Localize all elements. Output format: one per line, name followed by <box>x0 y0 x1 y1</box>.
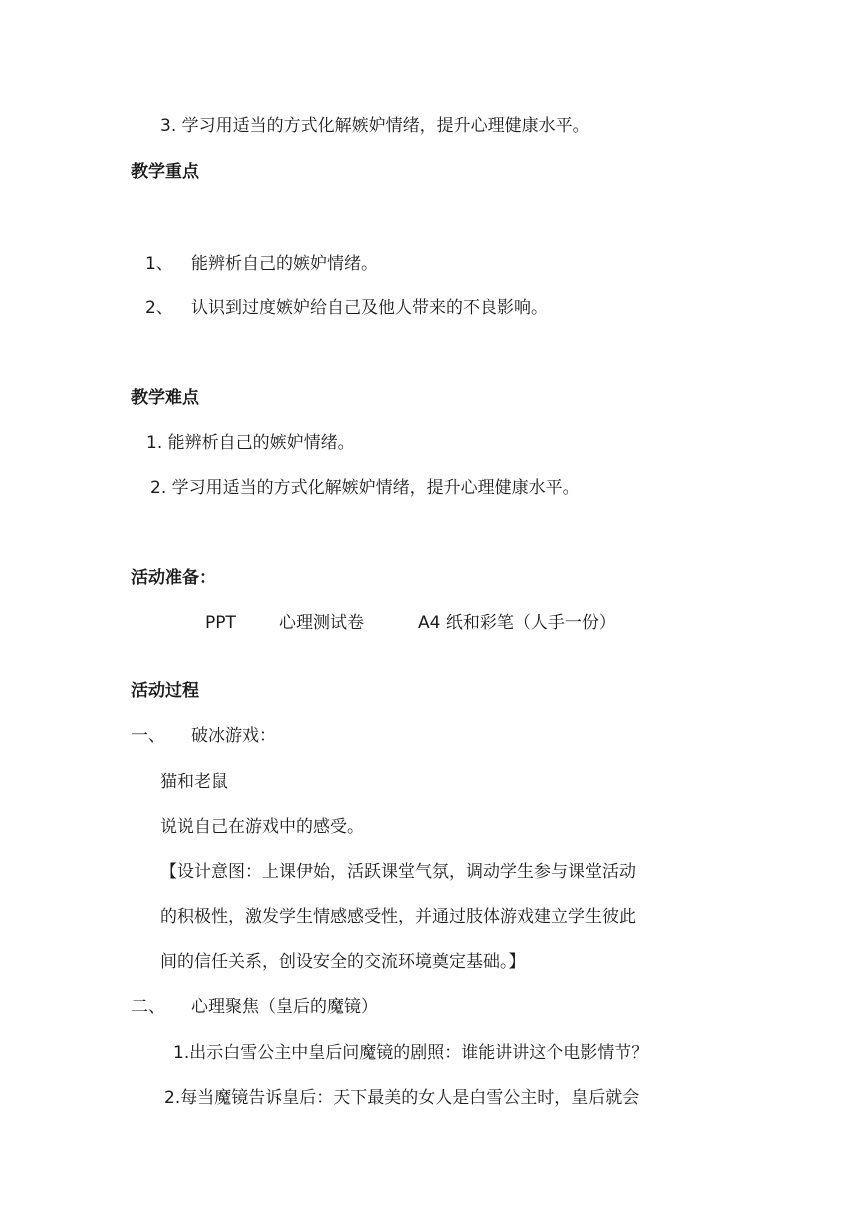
section-title: 破冰游戏： <box>191 726 276 746</box>
preparation-item: PPT <box>205 613 236 633</box>
body-line: 1.出示白雪公主中皇后问魔镜的剧照：谁能讲讲这个电影情节？ <box>173 1043 649 1063</box>
difficulties-heading: 教学难点 <box>131 388 199 408</box>
body-line: 说说自己在游戏中的感受。 <box>160 817 364 837</box>
preparation-item: A4 纸和彩笔（人手一份） <box>418 613 616 633</box>
key-points-heading: 教学重点 <box>131 162 199 182</box>
key-point-text: 能辨析自己的嫉妒情绪。 <box>191 254 378 274</box>
design-intent-line: 的积极性，激发学生情感感受性，并通过肢体游戏建立学生彼此 <box>160 907 636 927</box>
key-point-number: 1、 <box>145 254 173 274</box>
section-number: 一、 <box>131 726 165 746</box>
design-intent-line: 【设计意图：上课伊始，活跃课堂气氛，调动学生参与课堂活动 <box>160 862 636 882</box>
preparation-item: 心理测试卷 <box>279 613 364 633</box>
preparation-heading: 活动准备： <box>131 568 216 588</box>
design-intent-line: 间的信任关系，创设安全的交流环境奠定基础。】 <box>160 952 526 972</box>
key-point-text: 认识到过度嫉妒给自己及他人带来的不良影响。 <box>191 298 548 318</box>
difficulty-item: 1. 能辨析自己的嫉妒情绪。 <box>146 433 355 453</box>
body-line: 猫和老鼠 <box>160 772 228 792</box>
difficulty-item: 2. 学习用适当的方式化解嫉妒情绪，提升心理健康水平。 <box>150 478 580 498</box>
objective-item-3: 3. 学习用适当的方式化解嫉妒情绪，提升心理健康水平。 <box>160 116 590 136</box>
section-title: 心理聚焦（皇后的魔镜） <box>191 997 378 1017</box>
section-number: 二、 <box>131 997 165 1017</box>
key-point-number: 2、 <box>145 298 173 318</box>
body-line: 2.每当魔镜告诉皇后：天下最美的女人是白雪公主时，皇后就会 <box>164 1088 640 1108</box>
process-heading: 活动过程 <box>131 681 199 701</box>
